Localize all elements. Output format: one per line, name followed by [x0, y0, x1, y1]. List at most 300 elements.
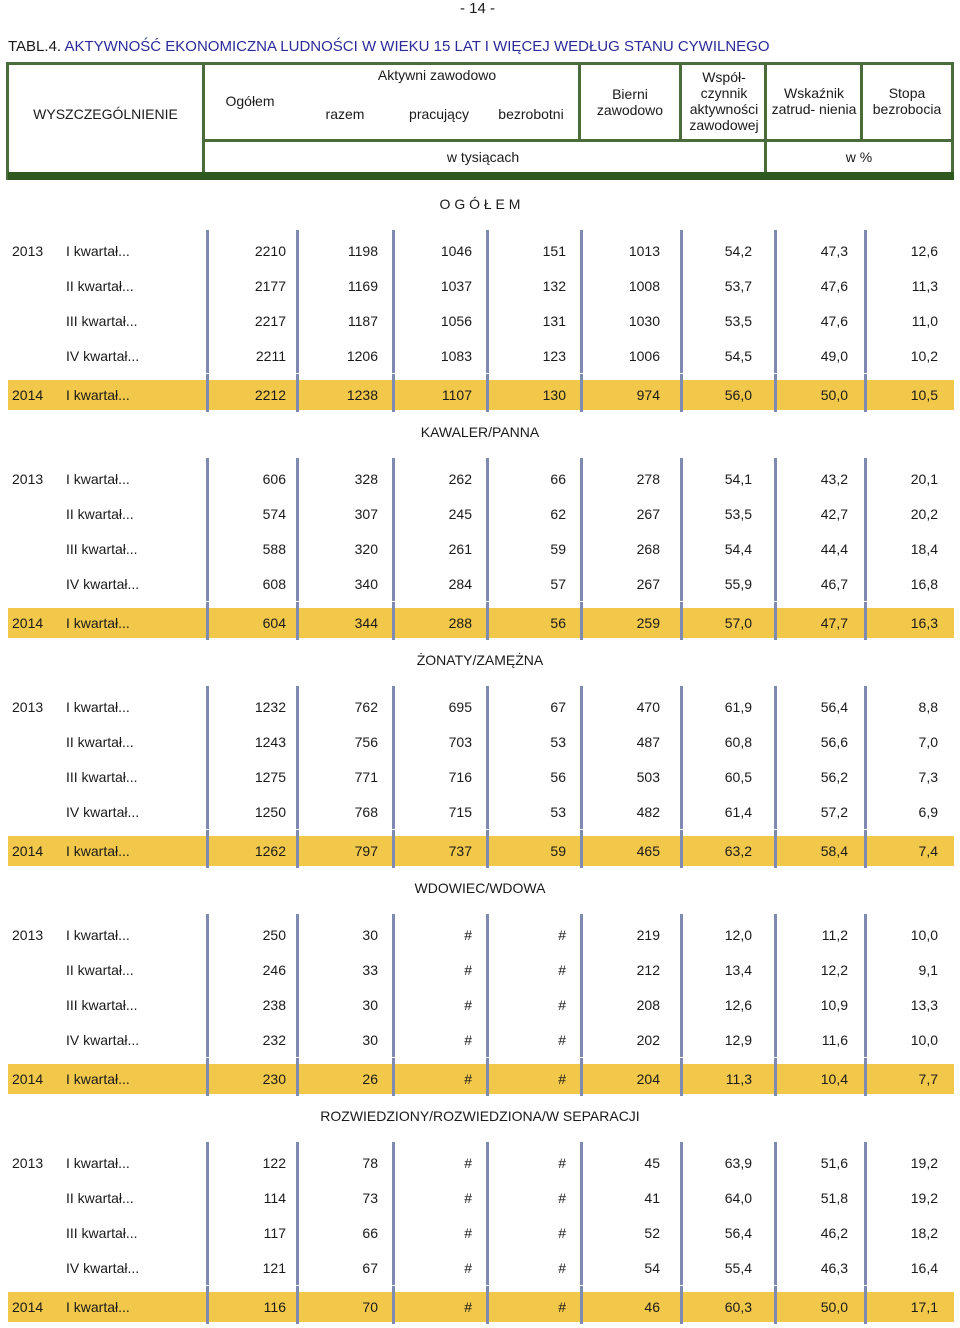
column-separator	[774, 563, 777, 601]
column-separator	[206, 1247, 209, 1285]
table-cell: 1243	[254, 734, 286, 750]
table-cell: #	[558, 997, 566, 1013]
column-separator	[486, 602, 489, 640]
row-label: III kwartał...	[66, 313, 138, 329]
table-cell: 267	[636, 576, 660, 592]
table-cell: 56,4	[820, 699, 848, 715]
row-label: IV kwartał...	[66, 1032, 140, 1048]
row-label: I kwartał...	[66, 243, 130, 259]
column-separator	[486, 686, 489, 724]
table-cell: #	[558, 1190, 566, 1206]
table-cell: 588	[262, 541, 286, 557]
column-separator	[680, 1286, 683, 1324]
table-cell: 60,3	[724, 1299, 752, 1315]
column-separator	[296, 493, 299, 531]
table-cell: 20,2	[910, 506, 938, 522]
column-separator	[864, 1177, 867, 1215]
column-separator	[774, 984, 777, 1022]
table-cell: #	[464, 962, 472, 978]
column-separator	[774, 265, 777, 303]
column-separator	[580, 756, 583, 794]
section-title: KAWALER/PANNA	[420, 424, 540, 440]
table-cell: 56,6	[820, 734, 848, 750]
column-separator	[296, 1019, 299, 1057]
column-separator	[392, 686, 395, 724]
row-label: III kwartał...	[66, 997, 138, 1013]
table-cell: 7,4	[918, 843, 938, 859]
column-separator	[392, 1247, 395, 1285]
table-cell: 123	[542, 348, 566, 364]
column-separator	[580, 984, 583, 1022]
column-separator	[580, 335, 583, 373]
column-separator	[486, 493, 489, 531]
table-cell: #	[558, 1032, 566, 1048]
table-cell: 12,0	[724, 927, 752, 943]
column-separator	[680, 1142, 683, 1180]
column-separator	[580, 493, 583, 531]
table-cell: 974	[636, 387, 660, 403]
table-cell: 54,4	[724, 541, 752, 557]
table-cell: 12,6	[910, 243, 938, 259]
table-cell: 1008	[628, 278, 660, 294]
table-cell: 1198	[347, 243, 378, 259]
row-label: II kwartał...	[66, 962, 134, 978]
table-cell: 12,9	[724, 1032, 752, 1048]
column-separator	[392, 493, 395, 531]
table-row	[8, 341, 954, 371]
table-title	[8, 38, 770, 55]
table-cell: 130	[542, 387, 566, 403]
column-separator	[680, 984, 683, 1022]
column-separator	[864, 1212, 867, 1250]
table-cell: 53	[550, 734, 566, 750]
table-row	[8, 499, 954, 529]
column-separator	[680, 458, 683, 496]
row-label: II kwartał...	[66, 506, 134, 522]
table-cell: #	[464, 1155, 472, 1171]
column-separator	[680, 949, 683, 987]
table-cell: 51,6	[820, 1155, 848, 1171]
column-separator	[580, 300, 583, 338]
table-cell: 695	[448, 699, 472, 715]
table-cell: 470	[636, 699, 660, 715]
header-pracujacy: pracujący	[409, 106, 469, 122]
table-cell: 64,0	[724, 1190, 752, 1206]
column-separator	[774, 230, 777, 268]
table-cell: 10,5	[910, 387, 938, 403]
table-cell: 204	[636, 1071, 660, 1087]
table-cell: 762	[354, 699, 378, 715]
column-separator	[680, 830, 683, 868]
column-separator	[864, 528, 867, 566]
table-cell: 756	[354, 734, 378, 750]
column-separator	[680, 721, 683, 759]
column-separator	[680, 265, 683, 303]
column-separator	[392, 1058, 395, 1096]
column-separator	[296, 984, 299, 1022]
table-row	[8, 955, 954, 985]
row-label: I kwartał...	[66, 471, 130, 487]
column-separator	[774, 756, 777, 794]
table-cell: 1006	[628, 348, 660, 364]
table-cell: 2210	[254, 243, 286, 259]
column-separator	[864, 984, 867, 1022]
column-separator	[392, 914, 395, 952]
table-cell: 43,2	[820, 471, 848, 487]
table-row	[8, 1218, 954, 1248]
table-cell: 1083	[440, 348, 472, 364]
column-separator	[864, 300, 867, 338]
column-separator	[296, 300, 299, 338]
table-cell: 114	[263, 1190, 286, 1206]
table-cell: 11,0	[911, 313, 938, 329]
table-cell: 60,8	[724, 734, 752, 750]
table-cell: 482	[636, 804, 660, 820]
table-cell: 56,2	[820, 769, 848, 785]
table-cell: 117	[263, 1225, 286, 1241]
column-separator	[296, 265, 299, 303]
table-cell: 797	[354, 843, 378, 859]
table-cell: #	[558, 1155, 566, 1171]
table-cell: #	[464, 997, 472, 1013]
column-separator	[580, 563, 583, 601]
table-cell: #	[558, 1071, 566, 1087]
column-separator	[296, 602, 299, 640]
column-separator	[864, 830, 867, 868]
column-separator	[296, 949, 299, 987]
table-row	[8, 1064, 954, 1094]
row-label: I kwartał...	[66, 1299, 130, 1315]
table-cell: 2217	[254, 313, 286, 329]
row-label: IV kwartał...	[66, 804, 140, 820]
column-separator	[680, 528, 683, 566]
column-separator	[580, 602, 583, 640]
row-year: 2013	[12, 699, 44, 715]
column-separator	[392, 563, 395, 601]
table-cell: 2211	[255, 348, 286, 364]
column-separator	[774, 1177, 777, 1215]
column-separator	[206, 1058, 209, 1096]
column-separator	[206, 602, 209, 640]
table-cell: 47,6	[820, 313, 848, 329]
column-separator	[206, 949, 209, 987]
table-cell: 284	[448, 576, 472, 592]
table-cell: 66	[362, 1225, 378, 1241]
column-separator	[206, 1212, 209, 1250]
table-row	[8, 569, 954, 599]
table-cell: 1046	[440, 243, 472, 259]
column-separator	[296, 563, 299, 601]
column-separator	[486, 791, 489, 829]
table-cell: 30	[362, 1032, 378, 1048]
table-cell: 1232	[254, 699, 286, 715]
table-cell: 46,2	[820, 1225, 848, 1241]
column-separator	[206, 528, 209, 566]
column-separator	[486, 914, 489, 952]
column-separator	[774, 914, 777, 952]
table-cell: 67	[550, 699, 566, 715]
column-separator	[864, 949, 867, 987]
column-separator	[486, 1286, 489, 1324]
table-cell: #	[464, 1299, 472, 1315]
column-separator	[392, 1286, 395, 1324]
table-cell: 57,2	[820, 804, 848, 820]
header-wskaznik: Wskaźnik zatrud- nienia	[771, 85, 857, 117]
table-cell: 259	[636, 615, 660, 631]
column-separator	[486, 721, 489, 759]
column-separator	[580, 721, 583, 759]
table-cell: 67	[362, 1260, 378, 1276]
column-separator	[774, 374, 777, 412]
table-cell: 8,8	[918, 699, 938, 715]
section-title: O G Ó Ł E M	[439, 196, 521, 212]
table-cell: 1013	[628, 243, 660, 259]
table-cell: 63,9	[724, 1155, 752, 1171]
column-separator	[206, 1019, 209, 1057]
column-separator	[206, 686, 209, 724]
table-cell: 13,3	[910, 997, 938, 1013]
table-number: TABL.4.	[8, 38, 62, 55]
table-cell: 574	[262, 506, 286, 522]
table-cell: #	[464, 1190, 472, 1206]
row-label: II kwartał...	[66, 734, 134, 750]
table-row	[8, 1292, 954, 1322]
table-row	[8, 1253, 954, 1283]
column-separator	[392, 265, 395, 303]
table-cell: 51,8	[820, 1190, 848, 1206]
table-cell: 267	[636, 506, 660, 522]
table-row	[8, 797, 954, 827]
column-separator	[864, 335, 867, 373]
table-cell: 66	[550, 471, 566, 487]
table-cell: 1238	[346, 387, 378, 403]
column-separator	[206, 265, 209, 303]
table-cell: #	[464, 1225, 472, 1241]
table-cell: 202	[636, 1032, 660, 1048]
table-cell: 42,7	[820, 506, 848, 522]
table-cell: 7,3	[918, 769, 938, 785]
table-cell: 16,8	[910, 576, 938, 592]
header-total: Ogółem	[225, 93, 275, 109]
table-cell: 54,2	[724, 243, 752, 259]
table-cell: 122	[262, 1155, 286, 1171]
column-separator	[486, 528, 489, 566]
column-separator	[392, 230, 395, 268]
column-separator	[392, 1142, 395, 1180]
row-label: I kwartał...	[66, 1071, 130, 1087]
row-label: I kwartał...	[66, 1155, 130, 1171]
column-separator	[392, 721, 395, 759]
table-cell: 487	[636, 734, 660, 750]
table-cell: 61,4	[724, 804, 752, 820]
table-cell: 1206	[346, 348, 378, 364]
table-cell: 19,2	[910, 1155, 938, 1171]
row-label: III kwartał...	[66, 769, 138, 785]
header-unit-thousands: w tysiącach	[446, 149, 520, 165]
table-cell: 11,3	[725, 1071, 752, 1087]
table-cell: 716	[448, 769, 472, 785]
table-cell: 1169	[347, 278, 378, 294]
column-separator	[680, 914, 683, 952]
column-separator	[680, 300, 683, 338]
table-cell: 56	[550, 769, 566, 785]
table-cell: 230	[262, 1071, 286, 1087]
column-separator	[392, 949, 395, 987]
table-cell: 6,9	[918, 804, 938, 820]
table-cell: 307	[354, 506, 378, 522]
column-separator	[296, 1286, 299, 1324]
row-label: I kwartał...	[66, 615, 130, 631]
column-separator	[680, 230, 683, 268]
column-separator	[486, 335, 489, 373]
column-separator	[864, 602, 867, 640]
table-cell: 49,0	[820, 348, 848, 364]
column-separator	[864, 791, 867, 829]
column-separator	[296, 335, 299, 373]
column-separator	[580, 230, 583, 268]
table-cell: 151	[542, 243, 566, 259]
column-separator	[774, 528, 777, 566]
column-separator	[864, 1142, 867, 1180]
table-cell: #	[464, 927, 472, 943]
table-cell: 1037	[440, 278, 472, 294]
table-cell: 608	[262, 576, 286, 592]
table-cell: 278	[636, 471, 660, 487]
table-cell: #	[464, 1260, 472, 1276]
column-separator	[486, 265, 489, 303]
table-cell: 55,4	[724, 1260, 752, 1276]
table-cell: 50,0	[820, 1299, 848, 1315]
table-cell: 232	[262, 1032, 286, 1048]
column-separator	[486, 1142, 489, 1180]
row-year: 2014	[12, 615, 44, 631]
column-separator	[486, 830, 489, 868]
table-cell: 1107	[441, 387, 472, 403]
column-separator	[296, 1212, 299, 1250]
table-cell: 56,4	[724, 1225, 752, 1241]
column-separator	[296, 756, 299, 794]
table-cell: 10,4	[820, 1071, 848, 1087]
column-separator	[774, 602, 777, 640]
table-cell: 54,5	[724, 348, 752, 364]
column-separator	[680, 374, 683, 412]
table-cell: 55,9	[724, 576, 752, 592]
column-separator	[580, 1286, 583, 1324]
column-separator	[392, 458, 395, 496]
header-bezrobotni: bezrobotni	[498, 106, 564, 122]
column-separator	[486, 458, 489, 496]
column-separator	[680, 493, 683, 531]
column-separator	[580, 265, 583, 303]
table-cell: 54,1	[724, 471, 752, 487]
table-cell: 56	[550, 615, 566, 631]
column-separator	[206, 374, 209, 412]
row-label: I kwartał...	[66, 699, 130, 715]
table-row	[8, 464, 954, 494]
column-separator	[206, 721, 209, 759]
table-cell: 261	[448, 541, 472, 557]
table-title-text: AKTYWNOŚĆ EKONOMICZNA LUDNOŚCI W WIEKU 15 LAT I WIĘCEJ WEDŁUG STANU CYWILNEGO	[64, 38, 770, 55]
table-row	[8, 271, 954, 301]
column-separator	[864, 1058, 867, 1096]
column-separator	[486, 374, 489, 412]
table-cell: 703	[448, 734, 472, 750]
table-cell: 768	[354, 804, 378, 820]
table-cell: 11,2	[821, 927, 848, 943]
table-cell: 606	[262, 471, 286, 487]
table-cell: 16,4	[910, 1260, 938, 1276]
column-separator	[486, 1212, 489, 1250]
row-label: III kwartał...	[66, 1225, 138, 1241]
table-cell: 63,2	[724, 843, 752, 859]
table-cell: 41	[644, 1190, 660, 1206]
table-cell: 52	[644, 1225, 660, 1241]
column-separator	[580, 458, 583, 496]
table-row	[8, 836, 954, 866]
column-separator	[864, 265, 867, 303]
row-label: IV kwartał...	[66, 576, 140, 592]
table-cell: 70	[362, 1299, 378, 1315]
table-cell: 262	[448, 471, 472, 487]
row-year: 2014	[12, 1071, 44, 1087]
table-row	[8, 727, 954, 757]
table-cell: 50,0	[820, 387, 848, 403]
table-cell: 246	[262, 962, 286, 978]
column-separator	[392, 1019, 395, 1057]
row-year: 2014	[12, 843, 44, 859]
table-cell: 12,2	[820, 962, 848, 978]
column-separator	[680, 1247, 683, 1285]
column-separator	[774, 493, 777, 531]
column-separator	[580, 1212, 583, 1250]
table-cell: 46,3	[820, 1260, 848, 1276]
table-cell: 604	[262, 615, 286, 631]
table-cell: 121	[262, 1260, 286, 1276]
table-cell: 245	[448, 506, 472, 522]
column-separator	[206, 563, 209, 601]
table-cell: 10,0	[910, 927, 938, 943]
table-cell: 46	[644, 1299, 660, 1315]
table-cell: 219	[636, 927, 660, 943]
table-cell: 47,6	[820, 278, 848, 294]
column-separator	[486, 949, 489, 987]
table-cell: 268	[636, 541, 660, 557]
column-separator	[680, 686, 683, 724]
column-separator	[774, 721, 777, 759]
column-separator	[486, 1058, 489, 1096]
table-cell: 10,9	[820, 997, 848, 1013]
column-separator	[774, 830, 777, 868]
table-cell: 1275	[254, 769, 286, 785]
table-cell: 58,4	[820, 843, 848, 859]
column-separator	[864, 686, 867, 724]
column-separator	[206, 984, 209, 1022]
header-wspolczynnik: Współ- czynnik aktywności zawodowej	[689, 69, 759, 133]
table-cell: 13,4	[724, 962, 752, 978]
column-separator	[206, 458, 209, 496]
column-separator	[206, 493, 209, 531]
header-active-group: Aktywni zawodowo	[377, 67, 497, 83]
table-cell: 288	[448, 615, 472, 631]
column-separator	[680, 1212, 683, 1250]
table-cell: 250	[262, 927, 286, 943]
table-cell: 208	[636, 997, 660, 1013]
column-separator	[392, 528, 395, 566]
page-number: - 14 -	[460, 0, 496, 17]
column-separator	[580, 914, 583, 952]
column-separator	[580, 949, 583, 987]
column-separator	[392, 756, 395, 794]
